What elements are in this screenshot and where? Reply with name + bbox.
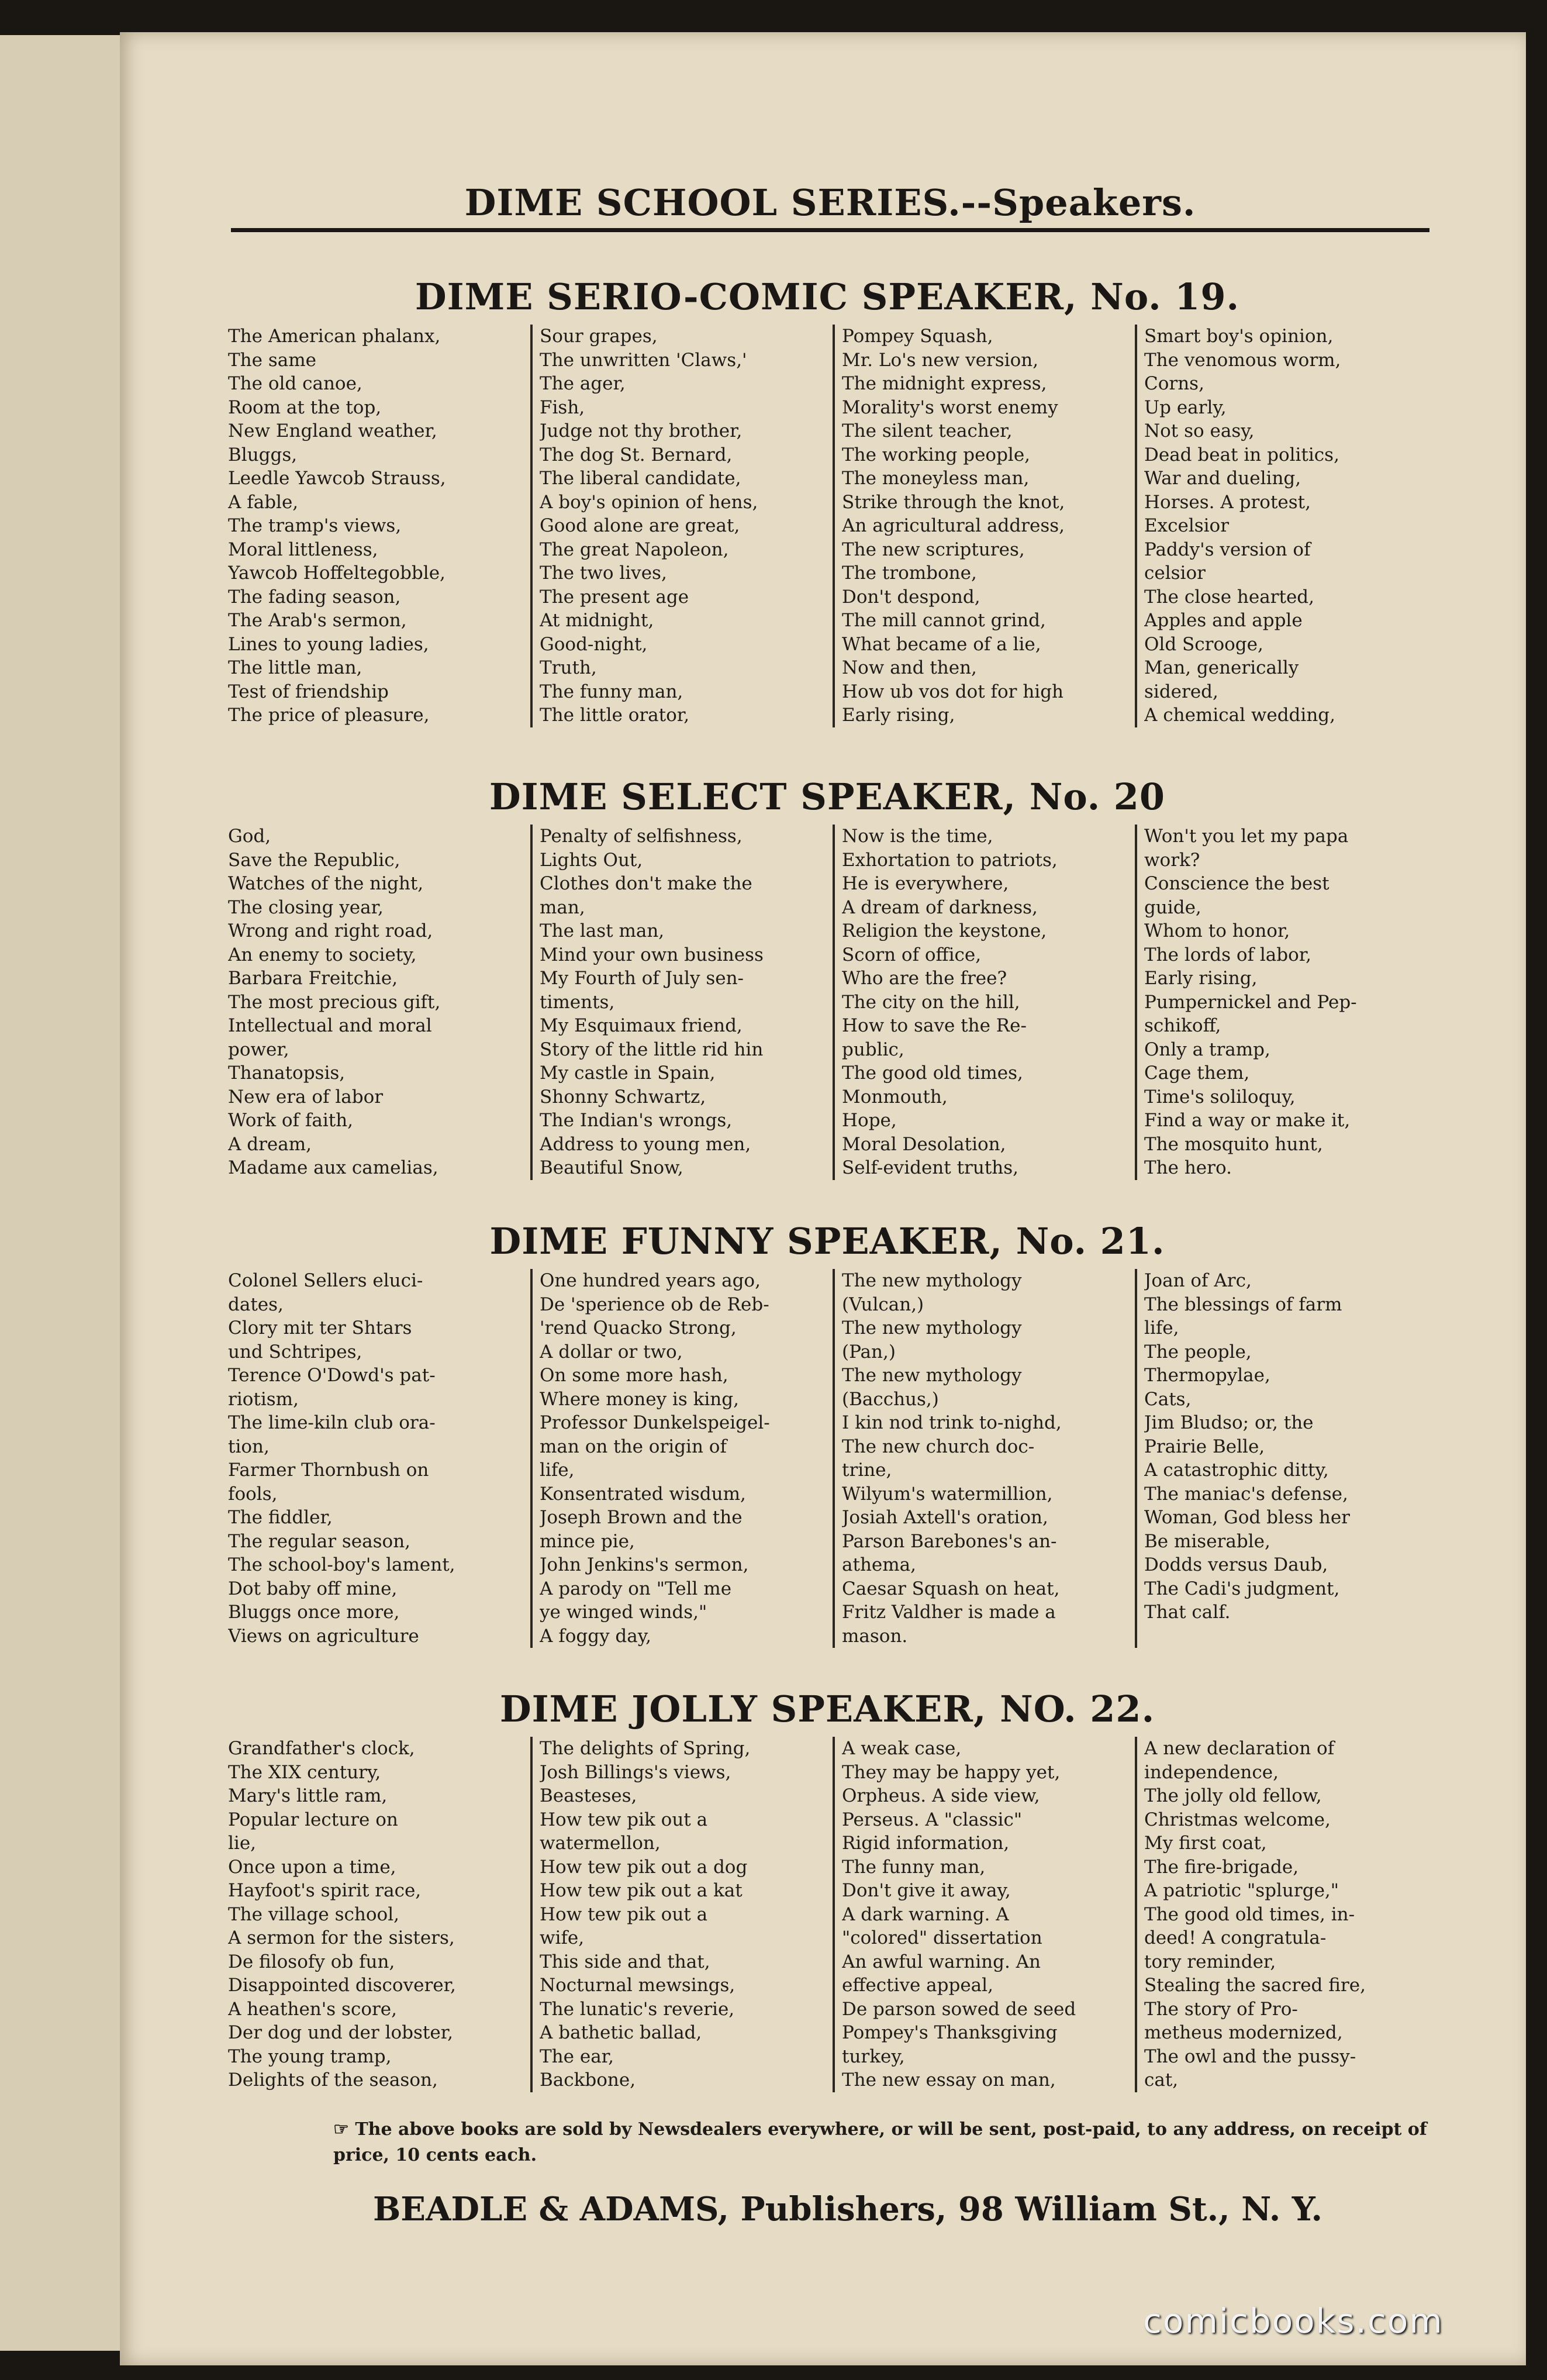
list-item: My Esquimaux friend, <box>540 1015 743 1036</box>
list-item: Josh Billings's views, <box>540 1761 731 1783</box>
list-item: A new declaration of <box>1144 1738 1335 1759</box>
list-item: life, <box>1144 1317 1179 1339</box>
list-item: Good-night, <box>540 633 648 655</box>
list-item: Apples and apple <box>1144 610 1303 631</box>
list-item: power, <box>228 1039 289 1060</box>
list-item: The young tramp, <box>228 2046 392 2067</box>
list-item: The maniac's defense, <box>1144 1483 1348 1505</box>
list-item: The regular season, <box>228 1530 411 1552</box>
list-item: Lights Out, <box>540 849 643 871</box>
list-item: (Bacchus,) <box>842 1388 939 1410</box>
publisher-line: BEADLE & ADAMS, Publishers, 98 William St., N. Y. <box>372 2190 1323 2229</box>
list-item: guide, <box>1144 896 1201 918</box>
list-item: man, <box>540 896 585 918</box>
list-item: The price of pleasure, <box>228 705 430 726</box>
list-item: Delights of the season, <box>228 2069 438 2091</box>
list-item: At midnight, <box>540 610 654 631</box>
list-item: trine, <box>842 1460 892 1481</box>
list-item: The owl and the pussy- <box>1144 2046 1356 2067</box>
list-item: Perseus. A "classic" <box>842 1809 1023 1830</box>
list-item: turkey, <box>842 2046 905 2067</box>
list-item: A dollar or two, <box>540 1341 683 1363</box>
list-item: Wrong and right road, <box>228 920 433 941</box>
title-column <box>530 1737 822 2092</box>
list-item: War and dueling, <box>1144 468 1301 489</box>
list-item: One hundred years ago, <box>540 1270 761 1291</box>
list-item: Dodds versus Daub, <box>1144 1554 1328 1575</box>
list-item: Horses. A protest, <box>1144 491 1311 513</box>
list-item: The same <box>228 349 316 371</box>
list-item: lie, <box>228 1833 257 1854</box>
list-item: Woman, God bless her <box>1144 1507 1351 1528</box>
list-item: Don't despond, <box>842 586 980 608</box>
list-item: Don't give it away, <box>842 1880 1011 1901</box>
list-item: Cats, <box>1144 1388 1192 1410</box>
list-item: Christmas welcome, <box>1144 1809 1331 1830</box>
list-item: Find a way or make it, <box>1144 1110 1351 1131</box>
list-item: Now and then, <box>842 657 977 678</box>
list-item: sidered, <box>1144 681 1218 702</box>
list-item: Jim Bludso; or, the <box>1144 1412 1314 1433</box>
list-item: metheus modernized, <box>1144 2022 1343 2043</box>
section-columns <box>228 1737 1427 2092</box>
list-item: Professor Dunkelspeigel- <box>540 1412 770 1433</box>
list-item: How tew pik out a dog <box>540 1856 748 1878</box>
list-item: Work of faith, <box>228 1110 354 1131</box>
list-item: That calf. <box>1144 1602 1231 1623</box>
list-item: Mr. Lo's new version, <box>842 349 1039 371</box>
list-item: Colonel Sellers eluci- <box>228 1270 423 1291</box>
list-item: timents, <box>540 991 615 1013</box>
list-item: Konsentrated wisdum, <box>540 1483 746 1505</box>
list-item: Caesar Squash on heat, <box>842 1578 1060 1599</box>
list-item: A bathetic ballad, <box>540 2022 702 2043</box>
list-item: De filosofy ob fun, <box>228 1951 395 1972</box>
list-item: The blessings of farm <box>1144 1294 1342 1315</box>
list-item: On some more hash, <box>540 1365 728 1386</box>
list-item: Grandfather's clock, <box>228 1738 415 1759</box>
list-item: Once upon a time, <box>228 1856 396 1878</box>
list-item: The lime-kiln club ora- <box>228 1412 436 1433</box>
list-item: Watches of the night, <box>228 873 424 894</box>
list-item: Nocturnal mewsings, <box>540 1975 735 1996</box>
list-item: A parody on "Tell me <box>540 1578 732 1599</box>
list-item: Intellectual and moral <box>228 1015 432 1036</box>
list-item: The Indian's wrongs, <box>540 1110 733 1131</box>
list-item: A patriotic "splurge," <box>1144 1880 1339 1901</box>
list-item: Address to young men, <box>540 1133 751 1155</box>
title-column <box>530 825 822 1180</box>
section-title: DIME SERIO-COMIC SPEAKER, No. 19. <box>415 275 1240 318</box>
list-item: Truth, <box>540 657 597 678</box>
list-item: The Arab's sermon, <box>228 610 407 631</box>
list-item: Up early, <box>1144 396 1227 418</box>
list-item: Bluggs, <box>228 444 298 465</box>
list-item: Early rising, <box>842 705 955 726</box>
list-item: celsior <box>1144 563 1206 584</box>
list-item: The lunatic's reverie, <box>540 1998 735 2020</box>
list-item: The ear, <box>540 2046 614 2067</box>
list-item: The two lives, <box>540 563 667 584</box>
list-item: Excelsior <box>1144 515 1230 536</box>
section-columns <box>228 325 1427 727</box>
list-item: The old canoe, <box>228 373 362 394</box>
title-column <box>228 825 520 1180</box>
list-item: Smart boy's opinion, <box>1144 326 1334 347</box>
list-item: The new mythology <box>842 1270 1022 1291</box>
list-item: Pompey's Thanksgiving <box>842 2022 1058 2043</box>
list-item: dates, <box>228 1294 284 1315</box>
section-title: DIME JOLLY SPEAKER, NO. 22. <box>499 1688 1155 1730</box>
list-item: Penalty of selfishness, <box>540 826 743 847</box>
list-item: Yawcob Hoffeltegobble, <box>228 563 446 584</box>
section-title: DIME FUNNY SPEAKER, No. 21. <box>489 1220 1165 1263</box>
list-item: Won't you let my papa <box>1144 826 1349 847</box>
list-item: The school-boy's lament, <box>228 1554 455 1575</box>
list-item: A chemical wedding, <box>1144 705 1335 726</box>
list-item: Joan of Arc, <box>1144 1270 1252 1291</box>
list-item: (Pan,) <box>842 1341 896 1363</box>
list-item: The tramp's views, <box>228 515 402 536</box>
list-item: Terence O'Dowd's pat- <box>228 1365 436 1386</box>
list-item: Backbone, <box>540 2069 636 2091</box>
list-item: The close hearted, <box>1144 586 1315 608</box>
list-item: Morality's worst enemy <box>842 396 1058 418</box>
list-item: The city on the hill, <box>842 991 1020 1013</box>
list-item: Views on agriculture <box>228 1625 419 1647</box>
list-item: athema, <box>842 1554 916 1575</box>
list-item: How ub vos dot for high <box>842 681 1064 702</box>
title-column <box>530 325 822 727</box>
list-item: Religion the keystone, <box>842 920 1047 941</box>
list-item: Disappointed discoverer, <box>228 1975 456 1996</box>
list-item: The lords of labor, <box>1144 944 1312 965</box>
list-item: The last man, <box>540 920 665 941</box>
list-item: Prairie Belle, <box>1144 1436 1265 1457</box>
list-item: tory reminder, <box>1144 1951 1276 1972</box>
title-column <box>1135 325 1427 727</box>
section-columns <box>228 1269 1427 1648</box>
list-item: Bluggs once more, <box>228 1602 400 1623</box>
list-item: The closing year, <box>228 896 384 918</box>
list-item: How tew pik out a <box>540 1809 708 1830</box>
list-item: Clory mit ter Shtars <box>228 1317 412 1339</box>
list-item: The XIX century, <box>228 1761 381 1783</box>
list-item: The trombone, <box>842 563 977 584</box>
list-item: The new essay on man, <box>842 2069 1056 2091</box>
list-item: Der dog und der lobster, <box>228 2022 453 2043</box>
page <box>120 32 1526 2365</box>
list-item: Who are the free? <box>842 968 1007 989</box>
list-item: John Jenkins's sermon, <box>540 1554 749 1575</box>
list-item: The liberal candidate, <box>540 468 741 489</box>
title-column <box>1135 1737 1427 2092</box>
list-item: Old Scrooge, <box>1144 633 1263 655</box>
title-column <box>833 825 1124 1180</box>
list-item: 'rend Quacko Strong, <box>540 1317 737 1339</box>
list-item: Dot baby off mine, <box>228 1578 398 1599</box>
list-item: How to save the Re- <box>842 1015 1027 1036</box>
list-item: Good alone are great, <box>540 515 740 536</box>
section-title: DIME SELECT SPEAKER, No. 20 <box>489 775 1166 818</box>
list-item: Monmouth, <box>842 1086 948 1108</box>
list-item: Beautiful Snow, <box>540 1157 683 1178</box>
list-item: work? <box>1144 849 1200 871</box>
list-item: The fiddler, <box>228 1507 333 1528</box>
list-item: Thermopylae, <box>1144 1365 1270 1386</box>
list-item: The Cadi's judgment, <box>1144 1578 1340 1599</box>
list-item: De 'sperience ob de Reb- <box>540 1294 769 1315</box>
list-item: Story of the little rid hin <box>540 1039 764 1060</box>
list-item: Conscience the best <box>1144 873 1330 894</box>
list-item: The good old times, in- <box>1144 1903 1355 1925</box>
list-item: Barbara Freitchie, <box>228 968 398 989</box>
list-item: Scorn of office, <box>842 944 982 965</box>
list-item: The present age <box>540 586 689 608</box>
list-item: Be miserable, <box>1144 1530 1270 1552</box>
list-item: Mind your own business <box>540 944 764 965</box>
list-item: fools, <box>228 1483 278 1505</box>
list-item: My first coat, <box>1144 1833 1267 1854</box>
list-item: Dead beat in politics, <box>1144 444 1339 465</box>
series-header: DIME SCHOOL SERIES.--Speakers. <box>464 181 1196 224</box>
list-item: The dog St. Bernard, <box>540 444 733 465</box>
list-item: The delights of Spring, <box>540 1738 751 1759</box>
list-item: My Fourth of July sen- <box>540 968 744 989</box>
list-item: Judge not thy brother, <box>540 420 743 441</box>
list-item: Joseph Brown and the <box>540 1507 743 1528</box>
list-item: This side and that, <box>540 1951 710 1972</box>
title-column <box>1135 1269 1427 1648</box>
list-item: An awful warning. An <box>842 1951 1041 1972</box>
list-item: Madame aux camelias, <box>228 1157 438 1178</box>
list-item: The jolly old fellow, <box>1144 1785 1322 1806</box>
section-serio-comic-speaker <box>228 269 1427 727</box>
list-item: cat, <box>1144 2069 1179 2091</box>
list-item: The new scriptures, <box>842 539 1025 560</box>
list-item: Exhortation to patriots, <box>842 849 1058 871</box>
list-item: Beasteses, <box>540 1785 637 1806</box>
list-item: ye winged winds," <box>540 1602 707 1623</box>
list-item: The fire-brigade, <box>1144 1856 1299 1878</box>
list-item: Rigid information, <box>842 1833 1010 1854</box>
list-item: The village school, <box>228 1903 399 1925</box>
title-column <box>228 1269 520 1648</box>
list-item: Test of friendship <box>228 681 389 702</box>
list-item: A dream of darkness, <box>842 896 1038 918</box>
list-item: The working people, <box>842 444 1031 465</box>
availability-note: ☞ The above books are sold by Newsdealers everywhere, or will be sent, post-paid, to any address, on receipt of price, 10 cents each. <box>333 2119 1427 2165</box>
title-column <box>530 1269 822 1648</box>
list-item: Pompey Squash, <box>842 326 993 347</box>
list-item: The new mythology <box>842 1317 1022 1339</box>
list-item: wife, <box>540 1927 585 1948</box>
list-item: A dark warning. A <box>842 1903 1009 1925</box>
list-item: Stealing the sacred fire, <box>1144 1975 1366 1996</box>
list-item: schikoff, <box>1144 1015 1221 1036</box>
list-item: A fable, <box>228 491 299 513</box>
list-item: The good old times, <box>842 1063 1023 1084</box>
list-item: A sermon for the sisters, <box>228 1927 455 1948</box>
list-item: Josiah Axtell's oration, <box>842 1507 1048 1528</box>
list-item: A dream, <box>228 1133 312 1155</box>
section-funny-speaker <box>228 1213 1427 1648</box>
list-item: The hero. <box>1144 1157 1232 1178</box>
list-item: Lines to young ladies, <box>228 633 429 655</box>
list-item: The moneyless man, <box>842 468 1030 489</box>
list-item: The unwritten 'Claws,' <box>540 349 747 371</box>
title-column <box>1135 825 1427 1180</box>
list-item: The funny man, <box>540 681 683 702</box>
list-item: Cage them, <box>1144 1063 1250 1084</box>
list-item: Orpheus. A side view, <box>842 1785 1040 1806</box>
section-jolly-speaker <box>228 1681 1427 2092</box>
list-item: A boy's opinion of hens, <box>540 491 758 513</box>
list-item: "colored" dissertation <box>842 1927 1042 1948</box>
list-item: The fading season, <box>228 586 401 608</box>
list-item: The new mythology <box>842 1365 1022 1386</box>
list-item: The mosquito hunt, <box>1144 1133 1323 1155</box>
list-item: The story of Pro- <box>1144 1998 1298 2020</box>
list-item: A catastrophic ditty, <box>1144 1460 1329 1481</box>
list-item: The venomous worm, <box>1144 349 1341 371</box>
list-item: They may be happy yet, <box>842 1761 1061 1783</box>
list-item: He is everywhere, <box>842 873 1009 894</box>
list-item: I kin nod trink to-nighd, <box>842 1412 1062 1433</box>
list-item: public, <box>842 1039 904 1060</box>
list-item: Only a tramp, <box>1144 1039 1270 1060</box>
list-item: A weak case, <box>842 1738 962 1759</box>
list-item: Not so easy, <box>1144 420 1255 441</box>
list-item: Fish, <box>540 396 585 418</box>
list-item: Hayfoot's spirit race, <box>228 1880 422 1901</box>
list-item: life, <box>540 1460 575 1481</box>
list-item: The funny man, <box>842 1856 986 1878</box>
list-item: Sour grapes, <box>540 326 658 347</box>
list-item: My castle in Spain, <box>540 1063 716 1084</box>
list-item: De parson sowed de seed <box>842 1998 1076 2020</box>
list-item: A heathen's score, <box>228 1998 398 2020</box>
list-item: An enemy to society, <box>228 944 417 965</box>
list-item: An agricultural address, <box>842 515 1065 536</box>
list-item: Pumpernickel and Pep- <box>1144 991 1357 1013</box>
watermark-text: comicbooks.com <box>1143 2301 1444 2341</box>
list-item: New England weather, <box>228 420 437 441</box>
list-item: Shonny Schwartz, <box>540 1086 706 1108</box>
section-columns <box>228 825 1427 1180</box>
list-item: Whom to honor, <box>1144 920 1290 941</box>
list-item: How tew pik out a kat <box>540 1880 743 1901</box>
list-item: Self-evident truths, <box>842 1157 1019 1178</box>
list-item: The new church doc- <box>842 1436 1035 1457</box>
list-item: Save the Republic, <box>228 849 400 871</box>
list-item: Hope, <box>842 1110 897 1131</box>
list-item: mince pie, <box>540 1530 635 1552</box>
list-item: Moral Desolation, <box>842 1133 1006 1155</box>
list-item: The midnight express, <box>842 373 1047 394</box>
list-item: Wilyum's watermillion, <box>842 1483 1053 1505</box>
list-item: Popular lecture on <box>228 1809 398 1830</box>
list-item: The silent teacher, <box>842 420 1013 441</box>
list-item: man on the origin of <box>540 1436 727 1457</box>
list-item: What became of a lie, <box>842 633 1041 655</box>
list-item: The great Napoleon, <box>540 539 729 560</box>
list-item: und Schtripes, <box>228 1341 362 1363</box>
list-item: The little orator, <box>540 705 690 726</box>
list-item: effective appeal, <box>842 1975 993 1996</box>
list-item: A foggy day, <box>540 1625 652 1647</box>
list-item: Thanatopsis, <box>228 1063 346 1084</box>
list-item: mason. <box>842 1625 908 1647</box>
list-item: The most precious gift, <box>228 991 441 1013</box>
list-item: Parson Barebones's an- <box>842 1530 1057 1552</box>
list-item: tion, <box>228 1436 270 1457</box>
list-item: (Vulcan,) <box>842 1294 924 1315</box>
list-item: The little man, <box>228 657 362 678</box>
list-item: Now is the time, <box>842 826 993 847</box>
section-select-speaker <box>228 769 1427 1180</box>
list-item: Room at the top, <box>228 396 382 418</box>
list-item: Farmer Thornbush on <box>228 1460 429 1481</box>
list-item: God, <box>228 826 271 847</box>
list-item: The ager, <box>540 373 626 394</box>
list-item: How tew pik out a <box>540 1903 708 1925</box>
list-item: The American phalanx, <box>228 326 441 347</box>
header-rule <box>231 228 1429 232</box>
list-item: riotism, <box>228 1388 299 1410</box>
list-item: Strike through the knot, <box>842 491 1065 513</box>
list-item: Time's soliloquy, <box>1144 1086 1296 1108</box>
list-item: Paddy's version of <box>1144 539 1311 560</box>
list-item: The mill cannot grind, <box>842 610 1046 631</box>
list-item: Early rising, <box>1144 968 1258 989</box>
list-item: Mary's little ram, <box>228 1785 388 1806</box>
title-column <box>228 1737 520 2092</box>
list-item: Man, generically <box>1144 657 1299 678</box>
list-item: Moral littleness, <box>228 539 378 560</box>
title-column <box>833 1269 1124 1648</box>
list-item: Leedle Yawcob Strauss, <box>228 468 446 489</box>
list-item: Where money is king, <box>540 1388 739 1410</box>
list-item: New era of labor <box>228 1086 384 1108</box>
title-column <box>833 1737 1124 2092</box>
list-item: Corns, <box>1144 373 1204 394</box>
list-item: watermellon, <box>540 1833 661 1854</box>
list-item: independence, <box>1144 1761 1279 1783</box>
title-column <box>833 325 1124 727</box>
list-item: Clothes don't make the <box>540 873 752 894</box>
list-item: Fritz Valdher is made a <box>842 1602 1056 1623</box>
left-page-edge <box>0 35 123 2351</box>
list-item: The people, <box>1144 1341 1252 1363</box>
title-column <box>228 325 520 727</box>
list-item: deed! A congratula- <box>1144 1927 1327 1948</box>
